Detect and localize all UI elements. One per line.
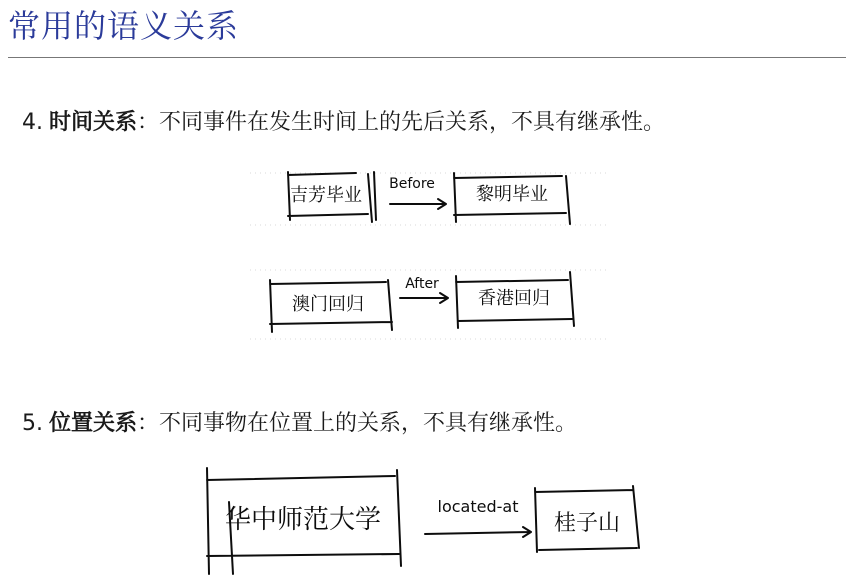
section-term: 位置关系: [49, 411, 138, 436]
diagram-source-node: 华中师范大学: [224, 505, 382, 535]
diagram-relation-label: After: [405, 276, 439, 292]
diagram-relation-label: located-at: [437, 497, 519, 516]
section-description: ：不同事件在发生时间上的先后关系，不具有继承性。: [137, 110, 666, 135]
section-description: ：不同事物在位置上的关系，不具有继承性。: [137, 411, 578, 436]
handwritten-diagram-after: [250, 266, 606, 342]
section-spatial-relation: [22, 410, 577, 438]
section-term: 时间关系: [49, 110, 138, 135]
diagram-target-node: 香港回归: [478, 288, 550, 309]
section-temporal-relation: [22, 109, 665, 137]
slide-title: 常用的语义关系: [8, 7, 240, 45]
handwritten-diagram-before: [250, 168, 606, 228]
handwritten-diagram-located-at: [193, 462, 661, 578]
diagram-relation-label: Before: [389, 176, 435, 192]
diagram-source-node: 澳门回归: [292, 294, 364, 315]
title-divider: [8, 57, 846, 58]
diagram-source-node: 吉芳毕业: [290, 185, 362, 206]
diagram-target-node: 桂子山: [553, 511, 621, 536]
diagram-target-node: 黎明毕业: [476, 184, 548, 205]
section-number: 4.: [22, 110, 43, 135]
section-number: 5.: [22, 411, 43, 436]
